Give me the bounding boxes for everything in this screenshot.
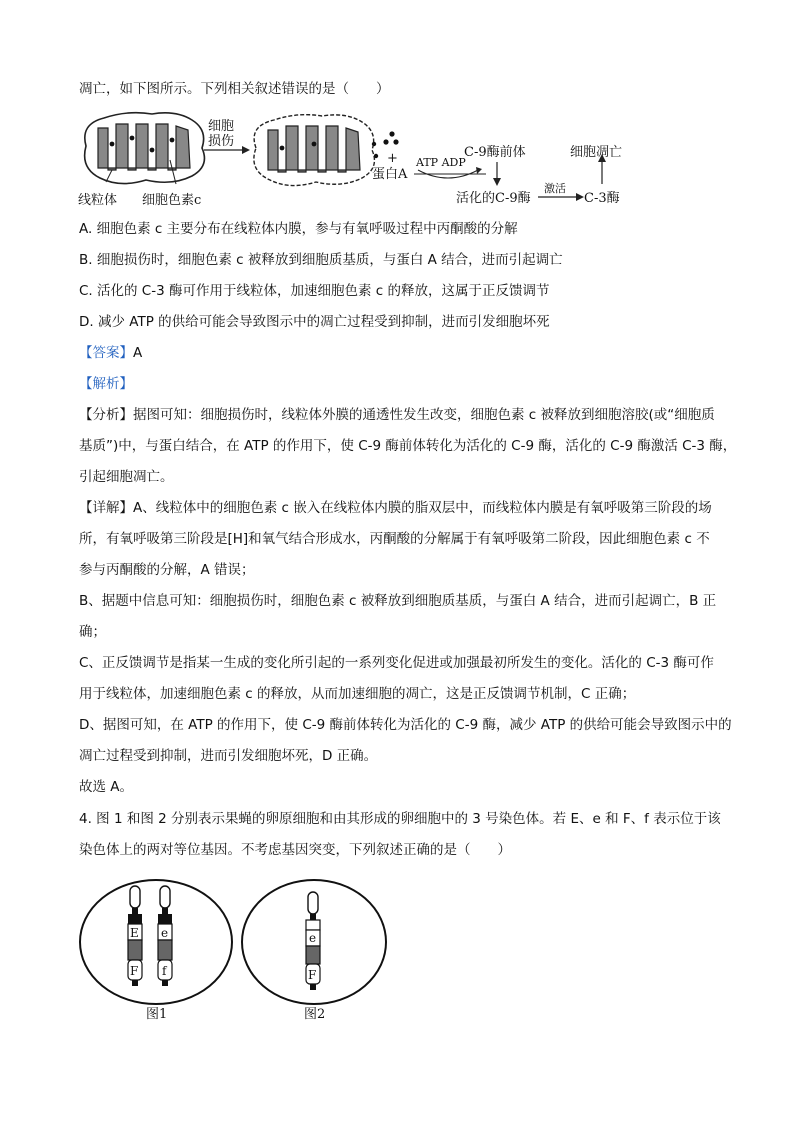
gene-f-label: f: [162, 964, 167, 978]
detail-line: 凋亡过程受到抑制，进而引发细胞坏死，D 正确。: [79, 748, 378, 764]
analysis-line: 基质”)中，与蛋白结合，在 ATP 的作用下，使 C-9 酶前体转化为活化的 C-9 酶，活化的 C-9 酶激活 C-3 酶，: [79, 438, 737, 454]
label-mitochondrion: 线粒体: [78, 193, 118, 208]
detail-line: 用于线粒体，加速细胞色素 c 的释放，从而加速细胞的凋亡，这是正反馈调节机制，C 正确；: [79, 686, 636, 702]
q4-stem-line: 染色体上的两对等位基因。不考虑基因突变，下列叙述正确的是（ ）: [79, 842, 511, 858]
mitochondrion-damaged: [254, 115, 375, 186]
detail-line: 【详解】A、线粒体中的细胞色素 c 嵌入在线粒体内膜的脂双层中，而线粒体内膜是有氧呼吸第三阶段的场: [79, 500, 712, 516]
gene-e-label: e: [161, 926, 169, 940]
analysis-line: 引起细胞凋亡。: [79, 469, 174, 485]
q3-option-a: A. 细胞色素 c 主要分布在线粒体内膜，参与有氧呼吸过程中丙酮酸的分解: [79, 221, 518, 237]
label-atp-adp: ATP ADP: [416, 156, 466, 169]
label-c9-precursor: C-9酶前体: [464, 145, 526, 160]
label-activate: 激活: [544, 182, 566, 195]
label-cell-damage-1: 细胞: [208, 119, 235, 134]
detail-line: 故选 A。: [79, 779, 134, 795]
detail-line: B、据题中信息可知：细胞损伤时，细胞色素 c 被释放到细胞质基质，与蛋白 A 结合，进而引起调亡，B 正: [79, 593, 717, 609]
answer-value: A: [133, 345, 143, 361]
detail-line: 所，有氧呼吸第三阶段是[H]和氧气结合形成水，丙酮酸的分解属于有氧呼吸第二阶段，因此细胞色素 c 不: [79, 531, 710, 547]
caption-fig1: 图1: [146, 1007, 168, 1022]
apoptosis-diagram: [76, 108, 636, 212]
mitochondrion-intact: [85, 113, 205, 184]
detail-line: C、正反馈调节是指某一生成的变化所引起的一系列变化促进或加强最初所发生的变化。活化的 C-3 酶可作: [79, 655, 714, 671]
q3-option-d: D. 减少 ATP 的供给可能会导致图示中的凋亡过程受到抑制，进而引发细胞坏死: [79, 314, 550, 330]
answer-row: [79, 344, 142, 362]
gene-e-label-egg: e: [309, 931, 317, 945]
q4-stem-line: 4. 图 1 和图 2 分别表示果蝇的卵原细胞和由其形成的卵细胞中的 3 号染色体。若 E、e 和 F、f 表示位于该: [79, 811, 721, 827]
gene-F-label: F: [130, 964, 139, 978]
detail-line: D、据图可知，在 ATP 的作用下，使 C-9 酶前体转化为活化的 C-9 酶，减少 ATP 的供给可能会导致图示中的: [79, 717, 732, 733]
label-c9-active: 活化的C-9酶: [456, 191, 531, 206]
chromosome-figure: [76, 872, 396, 1024]
label-plus: +: [387, 151, 398, 166]
q3-option-c: C. 活化的 C-3 酶可作用于线粒体，加速细胞色素 c 的释放，这属于正反馈调节: [79, 283, 550, 299]
caption-fig2: 图2: [304, 1007, 326, 1022]
answer-label: 【答案】: [79, 345, 133, 361]
q3-option-b: B. 细胞损伤时，细胞色素 c 被释放到细胞质基质，与蛋白 A 结合，进而引起调亡: [79, 252, 563, 268]
gene-E-label: E: [130, 926, 139, 940]
label-protein-a: 蛋白A: [372, 167, 408, 182]
detail-line: 参与丙酮酸的分解，A 错误；: [79, 562, 255, 578]
analysis-title: 【解析】: [79, 376, 133, 392]
label-c3: C-3酶: [584, 191, 620, 206]
analysis-line: 【分析】据图可知：细胞损伤时，线粒体外膜的通透性发生改变，细胞色素 c 被释放到细胞溶胶(或“细胞质: [79, 407, 715, 423]
gene-F-label-egg: F: [308, 968, 317, 982]
oogonium-cell: [80, 880, 232, 1004]
detail-line: 确；: [79, 624, 106, 640]
label-cell-damage-2: 损伤: [208, 134, 235, 149]
label-cytochrome-c: 细胞色素c: [142, 193, 202, 208]
label-apoptosis: 细胞凋亡: [570, 145, 623, 160]
q3-stem-tail: 凋亡，如下图所示。下列相关叙述错误的是（ ）: [79, 81, 390, 97]
